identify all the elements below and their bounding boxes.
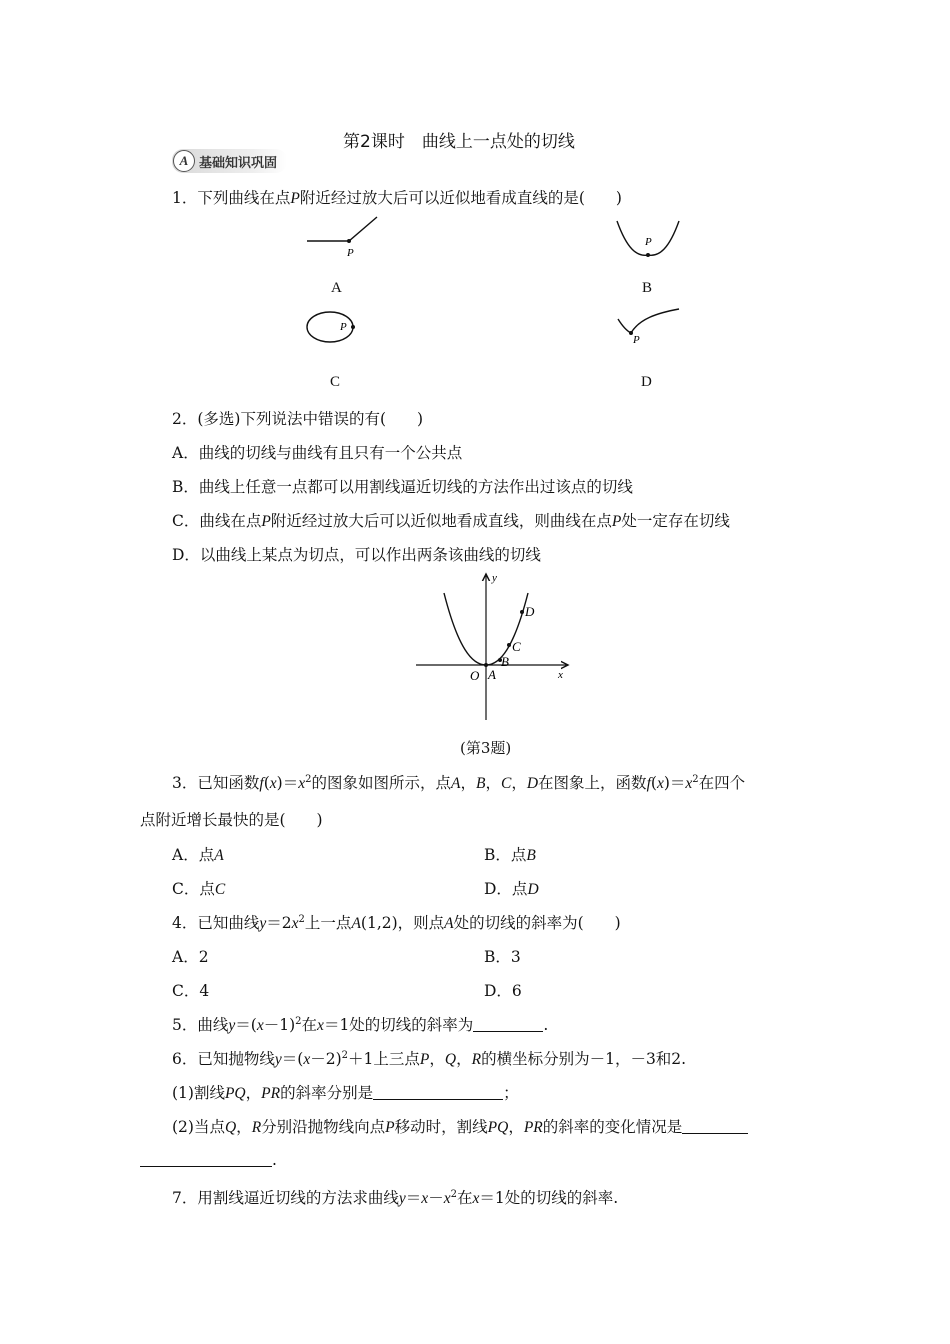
point-b-label: B — [501, 654, 509, 669]
question-7: 7．用割线逼近切线的方法求曲线$y=x-x^2$在x＝1处的切线的斜率. — [172, 1189, 619, 1207]
question-2: 2．(多选)下列说法中错误的有( ) — [172, 410, 424, 428]
q1-figure-b-point: P — [645, 236, 652, 248]
q1-option-c-label: C — [330, 374, 341, 390]
point-a-label: A — [488, 667, 496, 682]
q1-figure-c-point: P — [340, 321, 347, 333]
q1-option-a-label: A — [331, 280, 342, 296]
point-c — [507, 643, 511, 647]
question-3: 3．已知函数$f(x)=x^2$的图象如图所示，点A，B，C，D在图象上，函数$f(x)=x^2$在四个 — [172, 774, 746, 792]
q3-option-b: B．点B — [484, 846, 536, 864]
q6-part-2: (2)当点Q，R分别沿抛物线向点P移动时，割线PQ，PR的斜率的变化情况是 — [172, 1115, 748, 1137]
q4-option-d: D．6 — [484, 982, 522, 1000]
badge-label: 基础知识巩固 — [199, 155, 278, 171]
badge-a-icon: A — [173, 150, 195, 172]
question-4: 4．已知曲线$y=2x^2$上一点A(1,2)，则点A处的切线的斜率为( ) — [172, 914, 621, 932]
point-c-label: C — [512, 639, 521, 654]
question-1: 1．下列曲线在点P附近经过放大后可以近似地看成直线的是( ) — [172, 189, 622, 207]
page-title: 第2课时 曲线上一点处的切线 — [343, 132, 575, 152]
q6-part2-answer-blank[interactable] — [682, 1119, 748, 1134]
q6-part2-answer-blank-cont[interactable] — [140, 1152, 272, 1167]
graph-caption: (第3题) — [460, 739, 512, 757]
q1-figure-c — [304, 308, 360, 348]
question-3-line-2: 点附近增长最快的是( ) — [140, 811, 323, 829]
q6-part-2-line-2: . — [140, 1151, 277, 1169]
q3-option-d: D．点D — [484, 880, 539, 898]
q2-option-a: A．曲线的切线与曲线有且只有一个公共点 — [172, 444, 463, 462]
q3-parabola-graph — [408, 568, 578, 726]
q2-option-b: B．曲线上任意一点都可以用割线逼近切线的方法作出过该点的切线 — [172, 478, 633, 496]
q1-figure-d — [613, 305, 683, 350]
q1-option-b-label: B — [642, 280, 653, 296]
q4-option-b: B．3 — [484, 948, 521, 966]
y-axis-label: y — [492, 572, 497, 584]
q5-answer-blank[interactable] — [473, 1017, 543, 1032]
q1-option-d-label: D — [641, 374, 652, 390]
q4-option-a: A．2 — [172, 948, 209, 966]
q6-part-1: (1)割线PQ，PR的斜率分别是 ； — [172, 1084, 519, 1102]
q6-part1-answer-blank[interactable] — [373, 1085, 503, 1100]
q3-option-a: A．点A — [172, 846, 224, 864]
section-badge — [172, 150, 287, 172]
q2-option-c: C．曲线在点P附近经过放大后可以近似地看成直线，则曲线在点P处一定存在切线 — [172, 512, 730, 530]
x-axis-label: x — [558, 669, 563, 681]
point-d — [520, 610, 524, 614]
q3-option-c: C．点C — [172, 880, 226, 898]
q1-figure-b — [613, 215, 683, 260]
q1-figure-a — [305, 213, 380, 263]
point-d-label: D — [525, 604, 535, 619]
q1-figure-a-point: P — [347, 247, 354, 259]
q1-figure-d-point: P — [633, 334, 640, 346]
question-6: 6．已知抛物线$y=(x-2)^2+1$上三点P，Q，R的横坐标分别为－1，－3和2. — [172, 1050, 687, 1068]
q4-option-c: C．4 — [172, 982, 210, 1000]
q2-option-d: D．以曲线上某点为切点，可以作出两条该曲线的切线 — [172, 546, 541, 564]
origin-label: O — [470, 668, 480, 683]
question-5: 5．曲线$y=(x-1)^2$在x＝1处的切线的斜率为 . — [172, 1016, 549, 1034]
